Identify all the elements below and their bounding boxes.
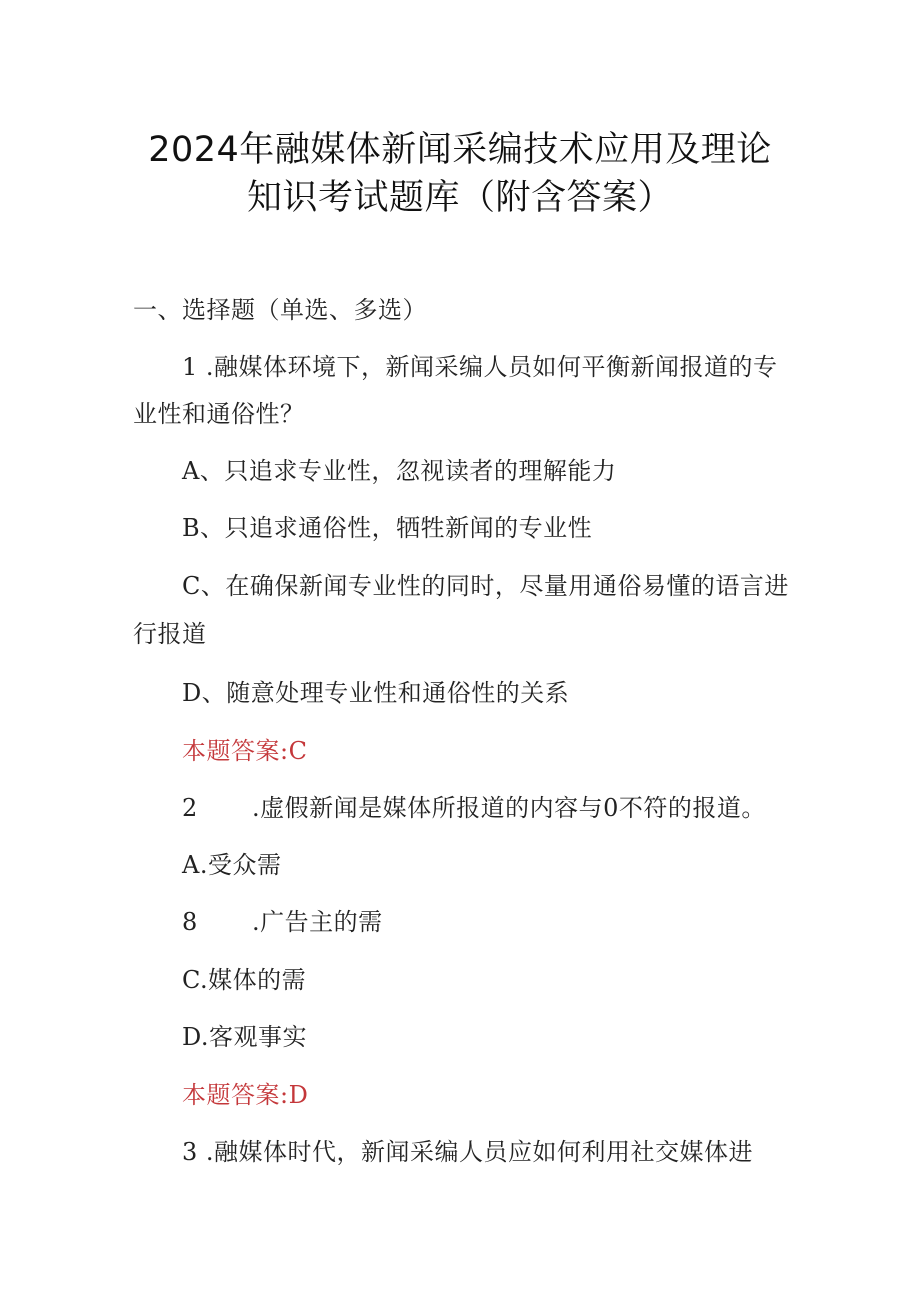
question-2-option-b-number: 8 bbox=[182, 908, 198, 936]
question-1-option-c-line-2: 行报道 bbox=[133, 620, 207, 648]
question-1-option-c-line-1: C、在确保新闻专业性的同时，尽量用通俗易懂的语言进 bbox=[182, 572, 789, 600]
question-2-option-b-text: .广告主的需 bbox=[252, 908, 383, 936]
question-3-stem-line-1: 3 .融媒体时代，新闻采编人员应如何利用社交媒体进 bbox=[182, 1138, 754, 1166]
section-heading: 一、选择题（单选、多选） bbox=[133, 296, 427, 324]
question-2-option-d: D.客观事实 bbox=[182, 1023, 308, 1051]
question-2-stem-text: .虚假新闻是媒体所报道的内容与0不符的报道。 bbox=[252, 794, 766, 822]
question-2-number: 2 bbox=[182, 794, 198, 822]
question-2-option-c: C.媒体的需 bbox=[182, 966, 307, 994]
question-2-answer: 本题答案:D bbox=[182, 1081, 309, 1109]
question-2-option-a: A.受众需 bbox=[182, 851, 282, 879]
document-title-line-1: 2024年融媒体新闻采编技术应用及理论 bbox=[148, 130, 772, 170]
question-1-option-d: D、随意处理专业性和通俗性的关系 bbox=[182, 679, 570, 707]
question-2-option-b bbox=[182, 902, 383, 937]
question-1-answer: 本题答案:C bbox=[182, 737, 308, 765]
document-title-line-2: 知识考试题库（附含答案） bbox=[246, 178, 673, 218]
question-1-option-a: A、只追求专业性，忽视读者的理解能力 bbox=[182, 457, 617, 485]
question-1-stem-line-2: 业性和通俗性？ bbox=[133, 400, 305, 428]
question-1-stem-line-1: 1 .融媒体环境下，新闻采编人员如何平衡新闻报道的专 bbox=[182, 353, 778, 381]
question-2-stem bbox=[182, 788, 766, 823]
question-1-option-b: B、只追求通俗性，牺牲新闻的专业性 bbox=[182, 514, 593, 542]
